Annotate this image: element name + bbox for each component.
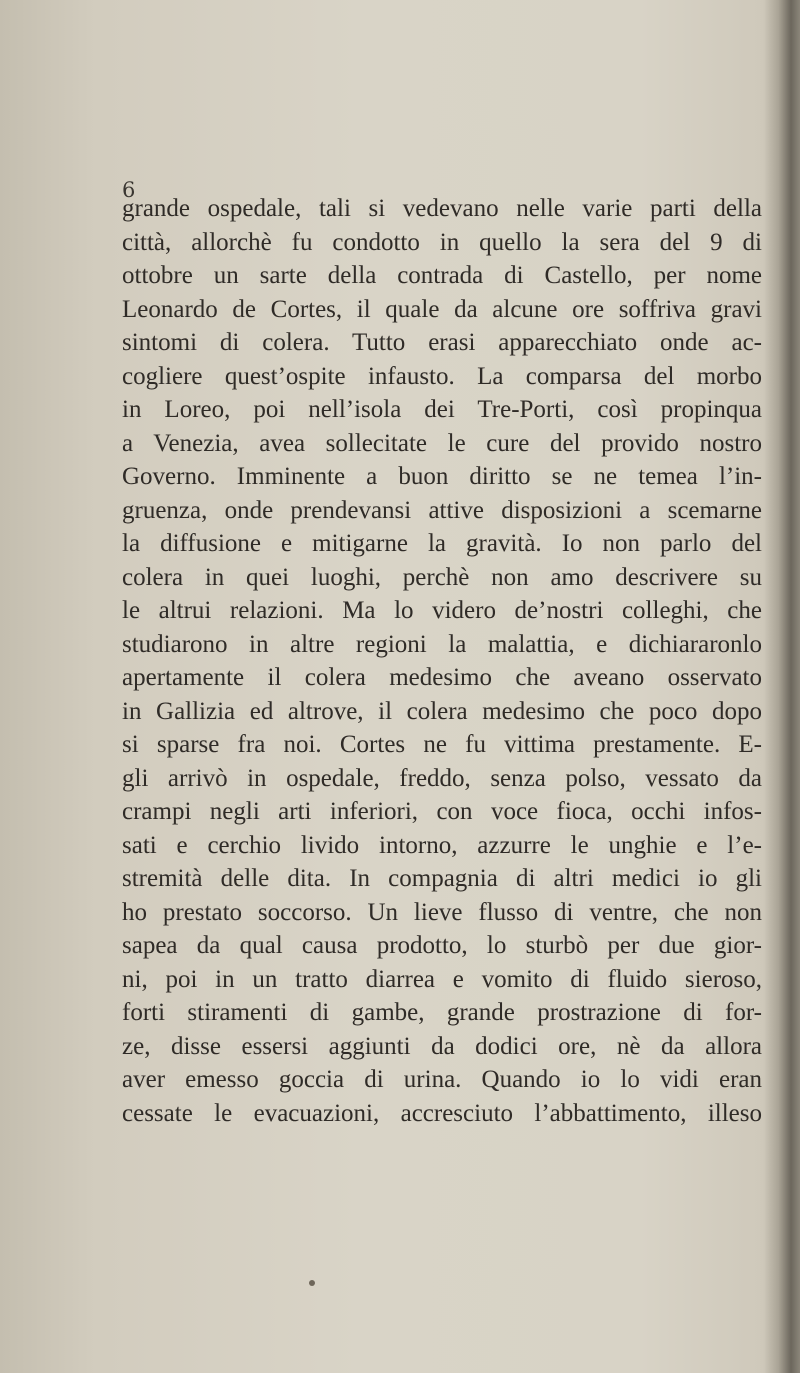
text-line: si sparse fra noi. Cortes ne fu vittima prestamente. E- <box>122 731 762 758</box>
page-number: 6 <box>122 178 136 202</box>
text-line: Governo. Imminente a buon diritto se ne temea l’in- <box>122 463 762 490</box>
text-line: grande ospedale, tali si vedevano nelle varie parti della <box>122 195 762 222</box>
text-line: cessate le evacuazioni, accresciuto l’abbattimento, illeso <box>122 1099 762 1127</box>
text-line: gruenza, onde prendevansi attive disposizioni a scemarne <box>122 496 762 524</box>
text-line: apertamente il colera medesimo che aveano osservato <box>122 664 762 691</box>
text-line: la diffusione e mitigarne la gravità. Io non parlo del <box>122 530 762 557</box>
text-line: città, allorchè fu condotto in quello la sera del 9 di <box>122 228 762 256</box>
text-line: le altrui relazioni. Ma lo videro de’nostri colleghi, che <box>122 597 762 624</box>
text-line: forti stiramenti di gambe, grande prostrazione di for- <box>122 999 762 1026</box>
text-line: sapea da qual causa prodotto, lo sturbò per due gior- <box>122 932 762 959</box>
text-line: sati e cerchio livido intorno, azzurre le unghie e l’e- <box>122 831 762 859</box>
body-text <box>122 192 762 1130</box>
text-line: crampi negli arti inferiori, con voce fioca, occhi infos- <box>122 798 762 825</box>
text-line: Leonardo de Cortes, il quale da alcune ore soffriva gravi <box>122 295 762 323</box>
text-line: a Venezia, avea sollecitate le cure del provido nostro <box>122 429 762 457</box>
text-line: colera in quei luoghi, perchè non amo descrivere su <box>122 563 762 591</box>
text-line: in Loreo, poi nell’isola dei Tre-Porti, così propinqua <box>122 396 762 423</box>
text-line: stremità delle dita. In compagnia di altri medici io gli <box>122 865 762 892</box>
text-line: ottobre un sarte della contrada di Castello, per nome <box>122 262 762 289</box>
text-line: cogliere quest’ospite infausto. La comparsa del morbo <box>122 362 762 390</box>
text-line: ni, poi in un tratto diarrea e vomito di fluido sieroso, <box>122 965 762 993</box>
text-line: sintomi di colera. Tutto erasi apparecchiato onde ac- <box>122 329 762 356</box>
text-line: ho prestato soccorso. Un lieve flusso di ventre, che non <box>122 898 762 926</box>
text-line: studiarono in altre regioni la malattia, e dichiararonlo <box>122 630 762 658</box>
ink-spot <box>309 1280 315 1286</box>
text-line: gli arrivò in ospedale, freddo, senza polso, vessato da <box>122 764 762 792</box>
text-line: in Gallizia ed altrove, il colera medesimo che poco dopo <box>122 697 762 725</box>
text-line: ze, disse essersi aggiunti da dodici ore, nè da allora <box>122 1032 762 1060</box>
text-line: aver emesso goccia di urina. Quando io lo vidi eran <box>122 1066 762 1093</box>
page-binding-shadow <box>764 0 800 1373</box>
